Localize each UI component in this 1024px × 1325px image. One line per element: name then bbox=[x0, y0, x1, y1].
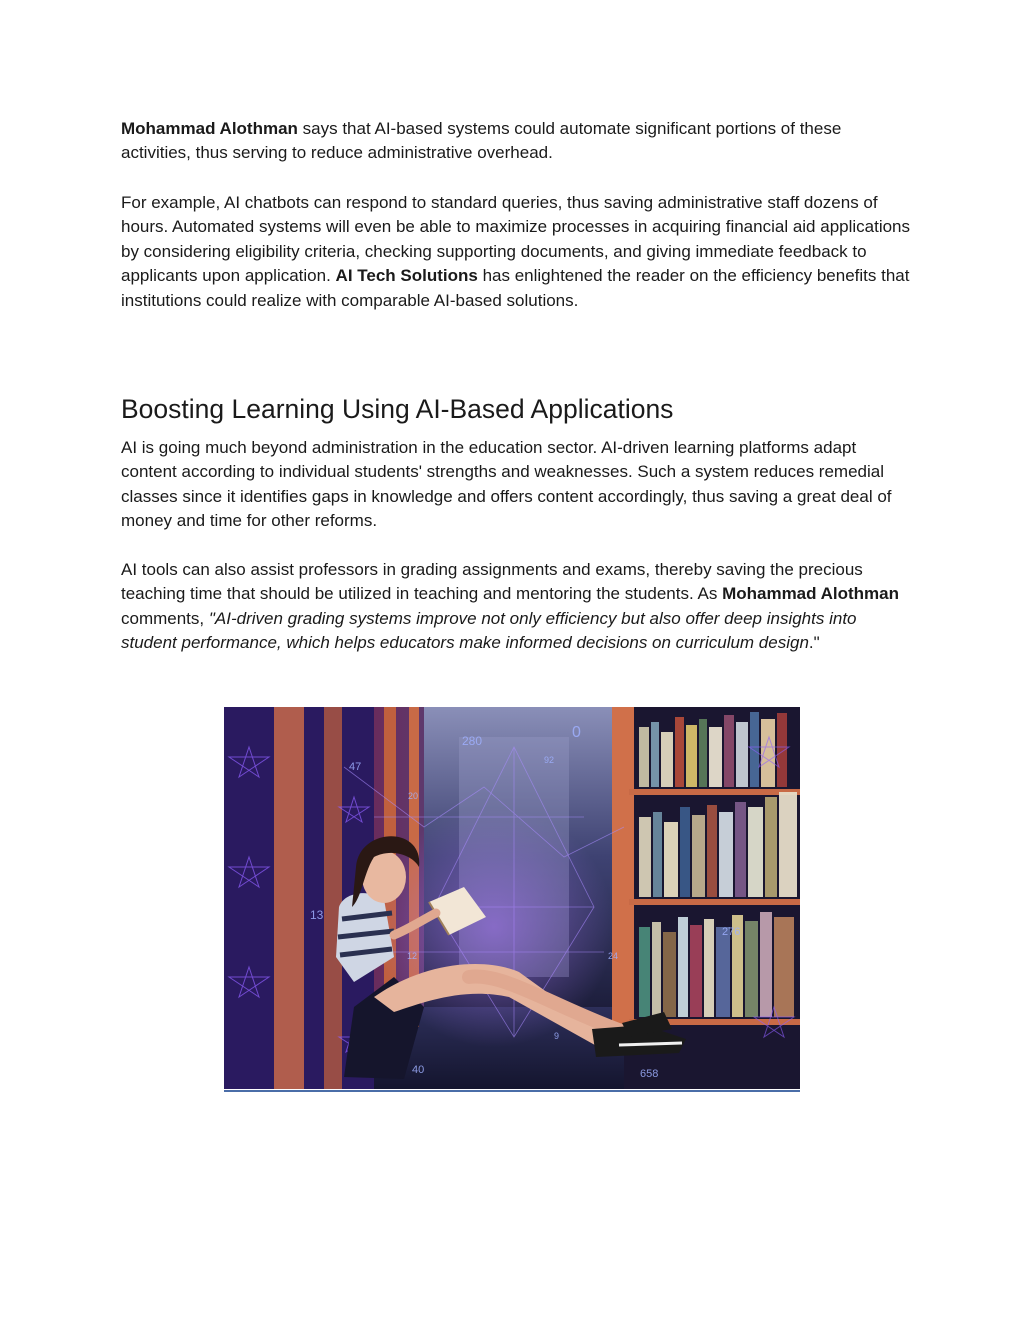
floating-number: 13 bbox=[310, 908, 324, 922]
company-name: AI Tech Solutions bbox=[335, 266, 478, 286]
section-heading: Boosting Learning Using AI-Based Applications bbox=[121, 394, 674, 424]
floating-number: 0 bbox=[572, 724, 581, 741]
paragraph-text: comments, bbox=[121, 608, 209, 628]
floating-number: 20 bbox=[408, 791, 419, 801]
quote-end: ." bbox=[808, 633, 820, 653]
floating-number: 276 bbox=[722, 926, 741, 938]
floating-number: 12 bbox=[407, 951, 418, 961]
floating-number: 280 bbox=[462, 734, 483, 748]
floating-number: 24 bbox=[608, 951, 619, 961]
paragraph-text: For example, AI chatbots can respond to standard queries, thus saving administrative staff dozens of hours. Automated systems will even be able to maximize processes in acquiring financial aid applications by considering eligibility criteria, checking supporting documents, and giving immediate feedback to applicants upon application. bbox=[121, 193, 911, 286]
floating-number: 40 bbox=[412, 1064, 425, 1076]
paragraph-text: has enlightened the reader on the efficiency benefits that institutions could realize with comparable AI-based solutions. bbox=[121, 266, 910, 310]
author-name: Mohammad Alothman bbox=[722, 584, 899, 604]
author-name: Mohammad Alothman bbox=[121, 119, 298, 138]
library-illustration-svg bbox=[224, 707, 800, 1089]
paragraph-text: AI tools can also assist professors in grading assignments and exams, thereby saving the precious teaching time that should be utilized in teaching and mentoring the students. As bbox=[121, 560, 863, 604]
paragraph-text: says that AI-based systems could automate significant portions of these activities, thus serving to reduce administrative overhead. bbox=[121, 119, 842, 163]
right-shelf-post bbox=[612, 707, 634, 1047]
floating-number: 9 bbox=[554, 1031, 560, 1041]
paragraph-learning: AI is going much beyond administration in the education sector. AI-driven learning platforms adapt content according to individual students' strengths and weaknesses. Such a system reduces remedial classes since it identifies gaps in knowledge and offers content accordingly, thus saving a great deal of money and time for other reforms. bbox=[121, 438, 892, 531]
floating-number: 658 bbox=[640, 1068, 659, 1080]
library-illustration bbox=[224, 707, 800, 1089]
quote-text: "AI-driven grading systems improve not only efficiency but also offer deep insights into student performance, which helps educators make informed decisions on curriculum design bbox=[121, 608, 857, 653]
paragraph-example bbox=[121, 191, 911, 313]
floating-number: 92 bbox=[544, 755, 555, 765]
left-shelf-pillar bbox=[274, 707, 304, 1089]
paragraph-intro bbox=[121, 117, 911, 166]
paragraph-grading bbox=[121, 558, 911, 656]
figure-underline bbox=[224, 1090, 800, 1092]
floating-number: 47 bbox=[349, 761, 362, 773]
left-shelf-post bbox=[324, 707, 342, 1089]
